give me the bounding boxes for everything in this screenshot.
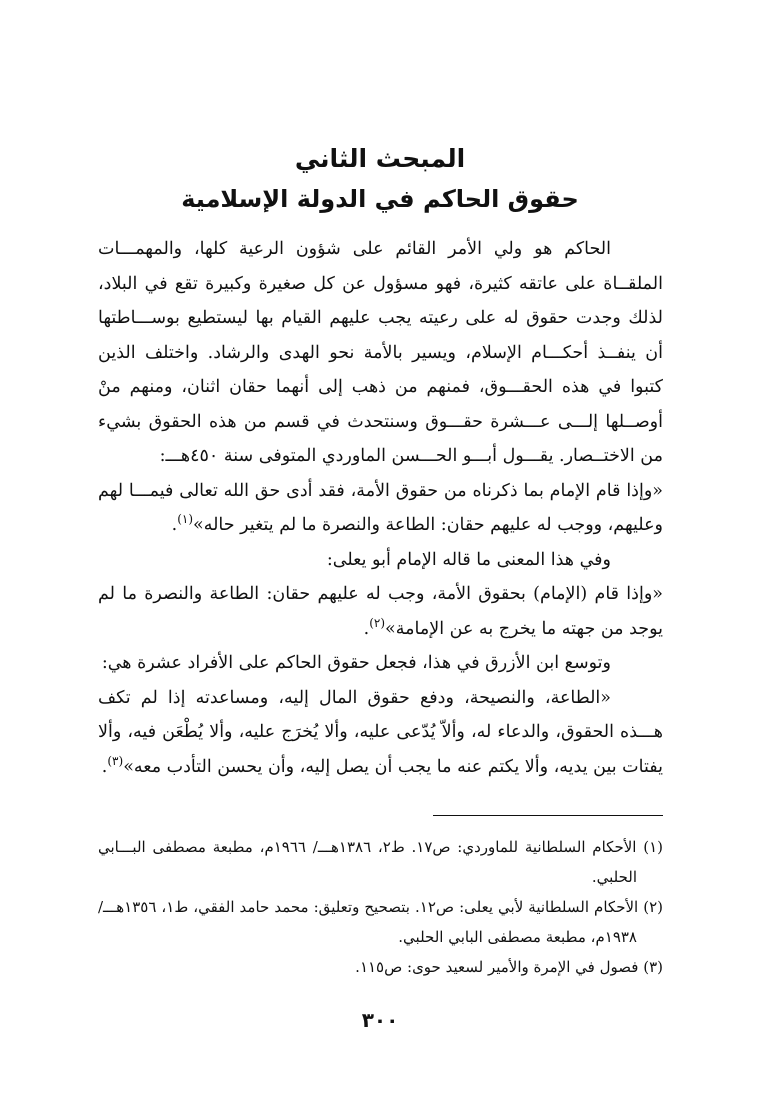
footnotes	[98, 832, 663, 982]
quote-ibn-azraq-text: «الطاعة، والنصيحة، ودفع حقوق المال إليه، ومساعدته إذا لم تكف هـــذه الحقوق، والدعاء له، وألاّ يُدّعى عليه، وألا يُخرَج عليه، وألا يُطْعَن فيه، وألا يفتات بين يديه، وألا يكتم عنه ما يجب أن يصل إليه، وأن يحسن التأدب معه»	[98, 687, 663, 777]
page-number: ٣٠٠	[361, 1008, 399, 1032]
footnote-1: (١) الأحكام السلطانية للماوردي: ص١٧. ط٢، ١٣٨٦هـــ/ ١٩٦٦م، مطبعة مصطفى البـــابي الحلبي.	[98, 838, 663, 886]
quote-abu-yala-text: «وإذا قام (الإمام) بحقوق الأمة، وجب له عليهم حقان: الطاعة والنصرة ما لم يوجد من جهته ما يخرج به عن الإمامة»	[98, 584, 663, 639]
quote-mawardi: «وإذا قام الإمام بما ذكرناه من حقوق الأمة، فقد أدى حق الله تعالى فيمـــا لهم وعليهم، ووجب له عليهم حقان: الطاعة والنصرة ما لم يتغير حاله»$^{(١)}$.	[98, 480, 663, 535]
quote-abu-yala: «وإذا قام (الإمام) بحقوق الأمة، وجب له عليهم حقان: الطاعة والنصرة ما لم يوجد من جهته ما يخرج به عن الإمامة»$^{(٢)}$.	[98, 584, 663, 639]
paragraph-abu-yala: وفي هذا المعنى ما قاله الإمام أبو يعلى:	[326, 549, 611, 570]
section-headings	[80, 140, 680, 218]
quote-ibn-azraq: «الطاعة، والنصيحة، ودفع حقوق المال إليه، ومساعدته إذا لم تكف هـــذه الحقوق، والدعاء له، وألاّ يُدّعى عليه، وألا يُخرَج عليه، وألا يُطْعَن فيه، وألا يفتات بين يديه، وألا يكتم عنه ما يجب أن يصل إليه، وأن يحسن التأدب معه»$^{(٣)}$.	[98, 687, 663, 777]
footnote-ref-1: (١)	[177, 512, 194, 527]
section-subtitle: حقوق الحاكم في الدولة الإسلامية	[181, 185, 579, 213]
section-title: المبحث الثاني	[294, 144, 466, 173]
footnote-2: (٢) الأحكام السلطانية لأبي يعلى: ص١٢. بتصحيح وتعليق: محمد حامد الفقي، ط١، ١٣٥٦هـــ/ ١٩٣٨م، مطبعة مصطفى البابي الحلبي.	[98, 898, 663, 946]
footnote-ref-2: (٢)	[369, 615, 386, 630]
body-text	[98, 232, 663, 784]
intro-paragraph: الحاكم هو ولي الأمر القائم على شؤون الرعية كلها، والمهمـــات الملقــاة على عاتقه كثيرة، فهو مسؤول عن كل صغيرة وكبيرة تقع في البلاد، لذلك وجدت حقوق له على رعيته يجب عليهم القيام بها ليستطيع بوســـاطتها أن ينفــذ أحكـــام الإسلام، ويسير بالأمة نحو الهدى والرشاد. واختلف الذين كتبوا في هذه الحقـــوق، فمنهم من ذهب إلى أنهما حقان اثنان، ومنهم منْ أوصــلها إلـــى عـــشرة حقـــوق وسنتحدث في قسم من هذه الحقوق بشيء من الاختــصار. يقـــول أبـــو الحـــسن الماوردي المتوفى سنة ٤٥٠هـــ:	[98, 239, 663, 466]
footnote-ref-3: (٣)	[107, 753, 124, 768]
footnote-divider	[433, 815, 663, 816]
quote-mawardi-text: «وإذا قام الإمام بما ذكرناه من حقوق الأمة، فقد أدى حق الله تعالى فيمـــا لهم وعليهم، ووجب له عليهم حقان: الطاعة والنصرة ما لم يتغير حاله»	[98, 480, 663, 535]
footnote-3: (٣) فصول في الإمرة والأمير لسعيد حوى: ص١١٥.	[355, 958, 663, 976]
paragraph-ibn-azraq: وتوسع ابن الأزرق في هذا، فجعل حقوق الحاكم على الأفراد عشرة هي:	[101, 653, 611, 673]
